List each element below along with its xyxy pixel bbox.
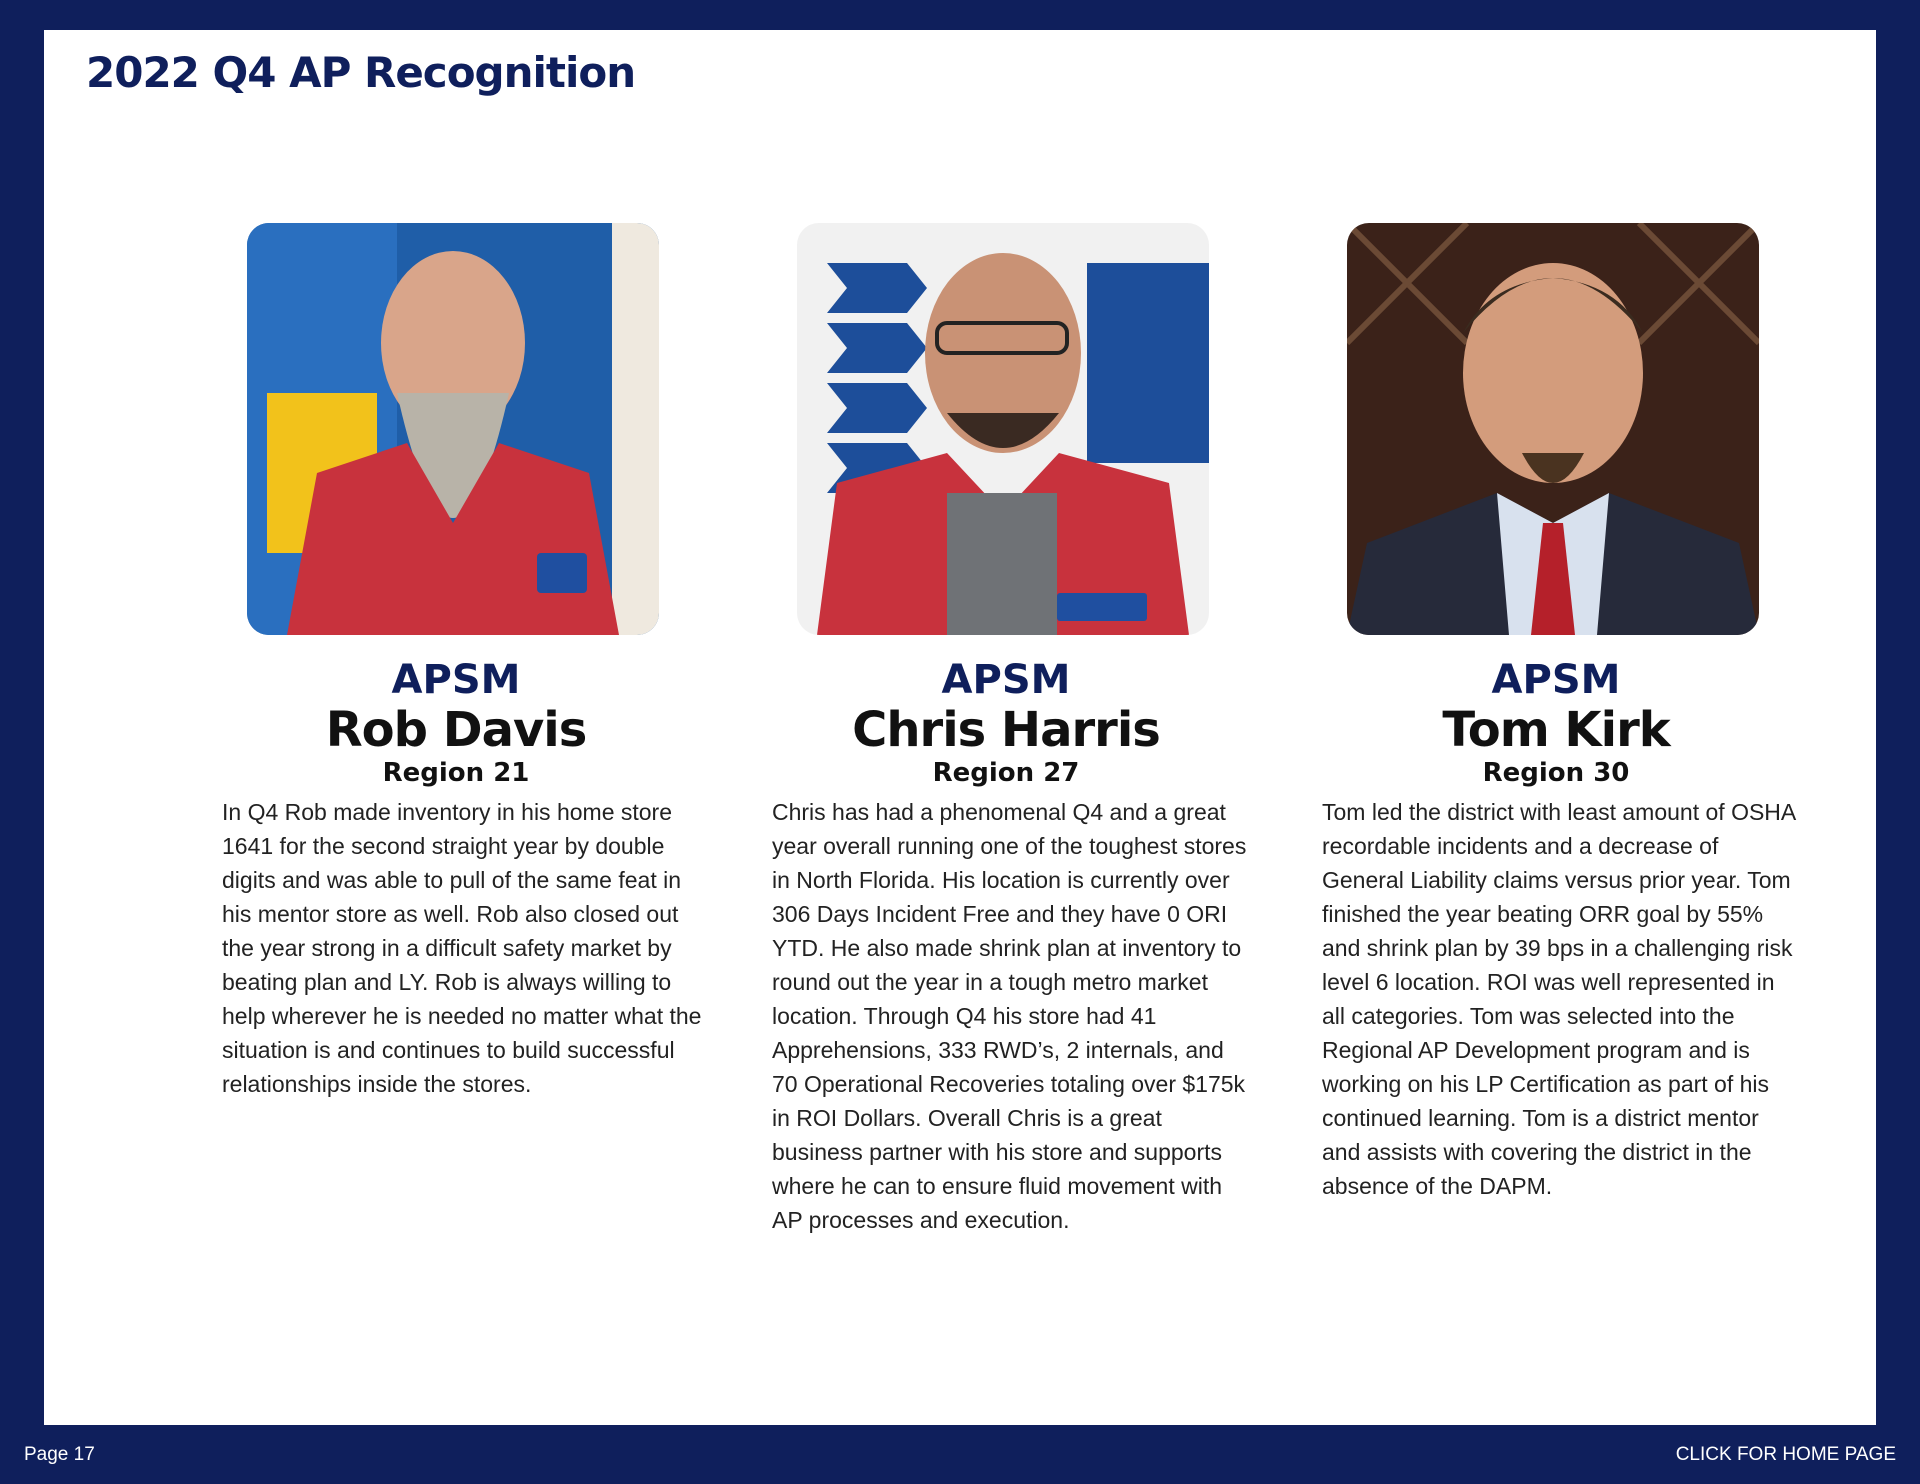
honoree-bio: Tom led the district with least amount of OSHA recordable incidents and a decrease of General Liability claims versus prior year. Tom finished the year beating ORR goal by 55% and shrink plan by 39 bps in a challenging risk level 6 location. ROI was well represented in all categories. Tom was selected into the Regional AP Development program and is working on his LP Certification as part of his continued learning. Tom is a district mentor and assists with covering the district in the absence of the DAPM. (1322, 799, 1795, 1199)
page-title: 2022 Q4 AP Recognition (86, 48, 636, 97)
honoree-region: Region 21 (382, 758, 530, 788)
honoree-card-chris-harris (726, 223, 1286, 1237)
honoree-region: Region 27 (932, 758, 1080, 788)
honoree-bio: In Q4 Rob made inventory in his home store 1641 for the second straight year by double digits and was able to pull of the same feat in his mentor store as well. Rob also closed out the year strong in a difficult safety market by beating plan and LY. Rob is always willing to help wherever he is needed no matter what the situation is and continues to build successful relationships inside the stores. (222, 799, 702, 1097)
honoree-name: Rob Davis (325, 702, 587, 758)
portrait-image (797, 223, 1209, 635)
honoree-card-tom-kirk (1276, 223, 1836, 1203)
home-page-link[interactable]: CLICK FOR HOME PAGE (1675, 1444, 1896, 1465)
honoree-photo (247, 223, 659, 635)
page-sheet (44, 30, 1876, 1425)
honoree-bio: Chris has had a phenomenal Q4 and a great year overall running one of the toughest stores in North Florida. His location is currently over 306 Days Incident Free and they have 0 ORI YTD. He also made shrink plan at inventory to round out the year in a tough metro market location. Through Q4 his store had 41 Apprehensions, 333 RWD’s, 2 internals, and 70 Operational Recoveries totaling over $175k in ROI Dollars. Overall Chris is a great business partner with his store and supports where he can to ensure fluid movement with AP processes and execution. (772, 799, 1247, 1233)
honoree-role: APSM (941, 657, 1071, 703)
honoree-region: Region 30 (1482, 758, 1630, 788)
honoree-photo (1347, 223, 1759, 635)
honoree-role: APSM (391, 657, 521, 703)
honoree-role: APSM (1491, 657, 1621, 703)
honoree-card-rob-davis (176, 223, 736, 1101)
honoree-name: Tom Kirk (1442, 702, 1670, 758)
portrait-image (1347, 223, 1759, 635)
page-number: Page 17 (24, 1444, 95, 1465)
honoree-name: Chris Harris (852, 702, 1160, 758)
portrait-image (247, 223, 659, 635)
honoree-photo (797, 223, 1209, 635)
